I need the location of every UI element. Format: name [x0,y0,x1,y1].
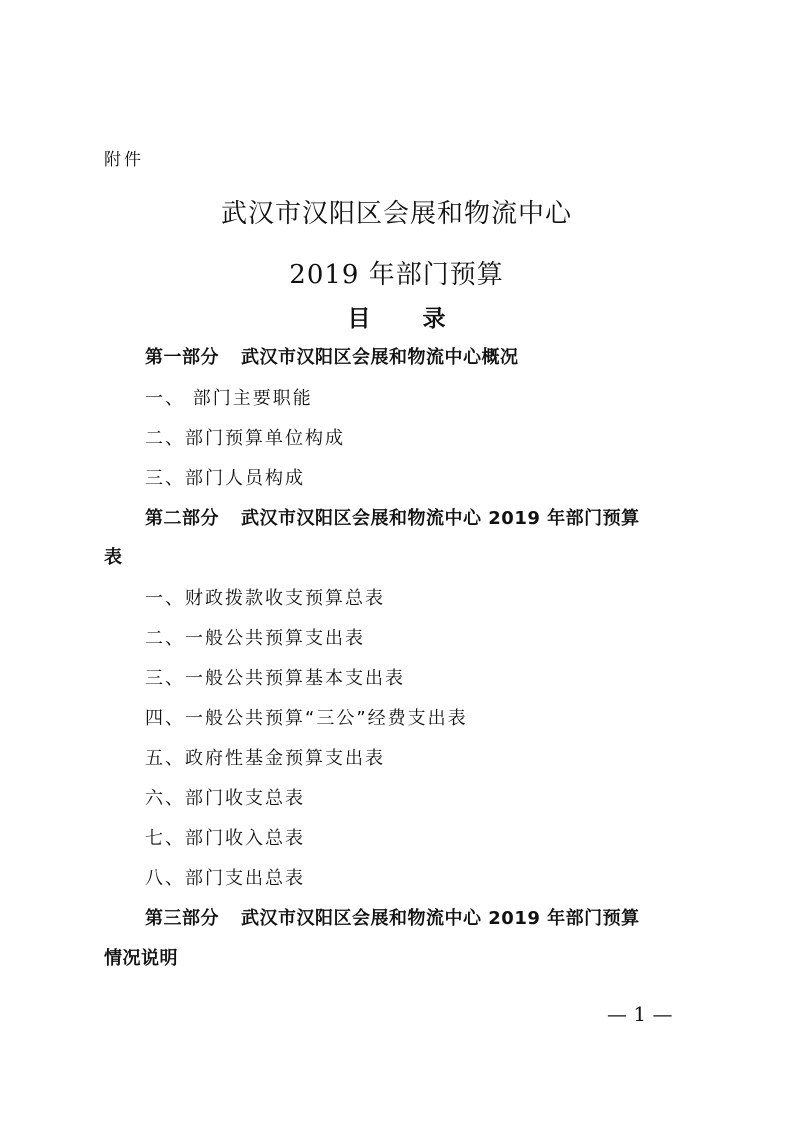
toc-part1-item-1: 一、 部门主要职能 [145,388,313,409]
toc-part2-title: 武汉市汉阳区会展和物流中心 2019 年部门预算 [241,508,640,529]
toc-part3-label: 第三部分 [145,908,219,929]
toc-part2-item-8: 八、部门支出总表 [145,868,305,889]
toc-part1-item-3: 三、部门人员构成 [145,468,305,489]
toc-part2-item-3: 三、一般公共预算基本支出表 [145,668,405,689]
toc-part2-item-7: 七、部门收入总表 [145,828,305,849]
document-subtitle: 2019 年部门预算 [289,260,504,290]
toc-part2-item-6: 六、部门收支总表 [145,788,305,809]
toc-part3-title-cont: 情况说明 [104,948,178,969]
toc-part2-item-2: 二、一般公共预算支出表 [145,628,365,649]
toc-part1-heading [145,343,519,369]
document-title: 武汉市汉阳区会展和物流中心 [220,199,572,229]
toc-heading: 目 录 [347,306,468,332]
toc-part2-heading [145,504,640,530]
attachment-label: 附件 [104,150,144,170]
toc-part1-title: 武汉市汉阳区会展和物流中心概况 [241,347,519,368]
toc-part2-item-4: 四、一般公共预算“三公”经费支出表 [145,708,468,729]
toc-part2-item-1: 一、财政拨款收支预算总表 [145,588,385,609]
toc-part2-item-5: 五、政府性基金预算支出表 [145,748,385,769]
toc-part3-heading [145,904,640,930]
toc-part2-title-cont: 表 [104,547,123,568]
toc-part1-label: 第一部分 [145,347,219,368]
toc-part3-title: 武汉市汉阳区会展和物流中心 2019 年部门预算 [241,908,640,929]
toc-part2-label: 第二部分 [145,508,219,529]
page-number: — 1 — [607,1002,673,1026]
toc-part1-item-2: 二、部门预算单位构成 [145,428,345,449]
